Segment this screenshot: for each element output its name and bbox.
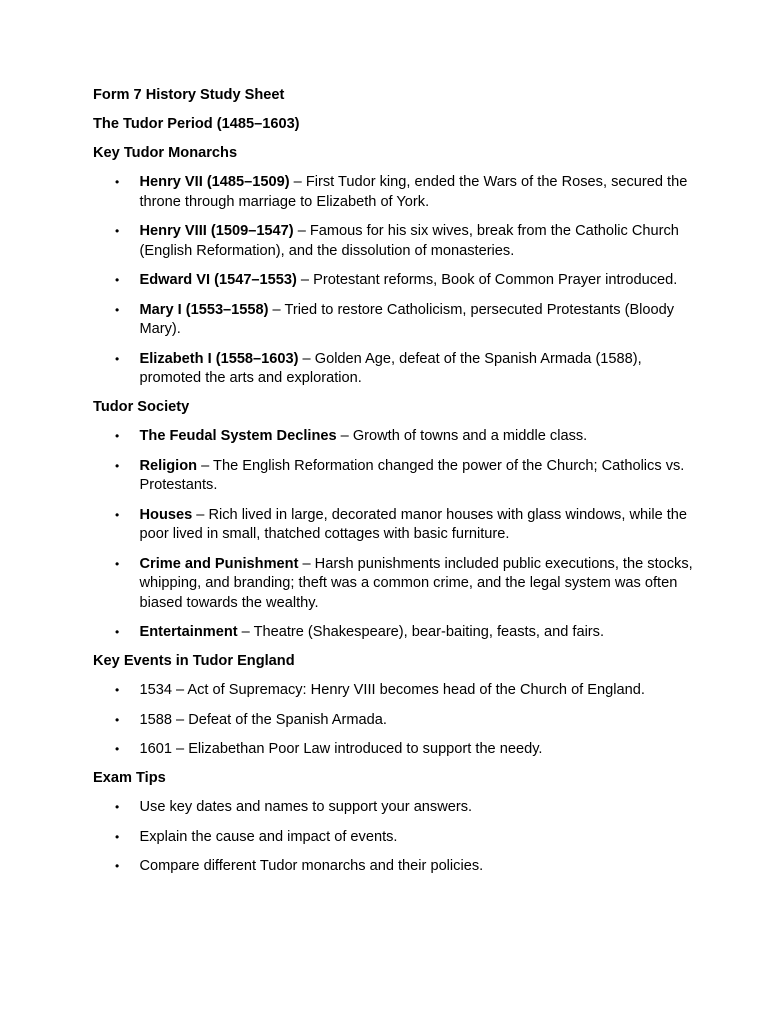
bullet-icon (115, 740, 125, 760)
item-text: Explain the cause and impact of events. (139, 828, 398, 845)
list-item (93, 427, 693, 447)
monarchs-heading: Key Tudor Monarchs (93, 145, 238, 161)
item-description: – Growth of towns and a middle class. (336, 428, 588, 444)
bullet-icon (115, 623, 125, 643)
period-heading: The Tudor Period (1485–1603) (93, 116, 300, 132)
tips-list (93, 798, 693, 877)
society-list (93, 427, 693, 643)
bullet-icon (115, 427, 125, 447)
item-term: Elizabeth I (1558–1603) (139, 350, 299, 367)
item-description: – Theatre (Shakespeare), bear-baiting, feasts, and fairs. (237, 624, 605, 640)
item-description: – Golden Age, defeat of the Spanish Armada (1588), promoted the arts and exploration. (139, 350, 642, 386)
bullet-icon (115, 301, 125, 321)
item-description: – Famous for his six wives, break from the Catholic Church (English Reformation), and the dissolution of monasteries. (139, 223, 679, 259)
item-text: 1601 – Elizabethan Poor Law introduced to support the needy. (139, 741, 543, 757)
item-term: Edward VI (1547–1553) (139, 272, 297, 288)
bullet-icon (115, 681, 125, 701)
tips-heading: Exam Tips (93, 770, 166, 786)
list-item (93, 711, 693, 731)
item-description: – Rich lived in large, decorated manor houses with glass windows, while the poor lived in small, thatched cottages with basic furniture. (139, 506, 688, 542)
item-description: – First Tudor king, ended the Wars of the Roses, secured the throne through marriage to Elizabeth of York. (139, 174, 688, 210)
bullet-icon (115, 506, 125, 526)
list-item (93, 506, 693, 545)
monarchs-list (93, 173, 693, 389)
bullet-icon (115, 711, 125, 731)
list-item (93, 681, 693, 701)
item-description: – Harsh punishments included public executions, the stocks, whipping, and branding; theft was a common crime, and the legal system was often biased towards the wealthy. (139, 555, 693, 611)
list-item (93, 798, 693, 818)
society-heading: Tudor Society (93, 399, 190, 415)
bullet-icon (115, 857, 125, 877)
bullet-icon (115, 271, 125, 291)
study-sheet (93, 86, 693, 886)
list-item (93, 457, 693, 496)
item-text: 1534 – Act of Supremacy: Henry VIII becomes head of the Church of England. (139, 682, 645, 698)
document-title: Form 7 History Study Sheet (93, 87, 285, 103)
item-term: Mary I (1553–1558) (139, 301, 269, 318)
list-item (93, 301, 693, 340)
item-term: Crime and Punishment (139, 555, 299, 572)
list-item (93, 740, 693, 760)
item-term: Houses (139, 506, 193, 523)
item-term: Henry VII (1485–1509) (139, 174, 290, 190)
item-term: The Feudal System Declines (139, 428, 337, 444)
item-term: Henry VIII (1509–1547) (139, 223, 294, 239)
item-text: Compare different Tudor monarchs and their policies. (139, 858, 484, 874)
bullet-icon (115, 457, 125, 477)
list-item (93, 271, 693, 291)
bullet-icon (115, 555, 125, 575)
events-list (93, 681, 693, 760)
list-item (93, 350, 693, 389)
item-term: Entertainment (139, 624, 238, 640)
list-item (93, 222, 693, 261)
item-description: – Protestant reforms, Book of Common Prayer introduced. (296, 272, 678, 288)
item-term: Religion (139, 457, 198, 474)
list-item (93, 857, 693, 877)
bullet-icon (115, 222, 125, 242)
bullet-icon (115, 828, 125, 848)
list-item (93, 828, 693, 848)
item-description: – Tried to restore Catholicism, persecuted Protestants (Bloody Mary). (139, 301, 675, 337)
events-heading: Key Events in Tudor England (93, 653, 295, 669)
item-text: 1588 – Defeat of the Spanish Armada. (139, 711, 387, 728)
item-text: Use key dates and names to support your answers. (139, 799, 473, 815)
item-description: – The English Reformation changed the power of the Church; Catholics vs. Protestants. (139, 457, 685, 493)
list-item (93, 555, 693, 614)
list-item (93, 623, 693, 643)
list-item (93, 173, 693, 212)
bullet-icon (115, 350, 125, 370)
bullet-icon (115, 798, 125, 818)
bullet-icon (115, 173, 125, 193)
